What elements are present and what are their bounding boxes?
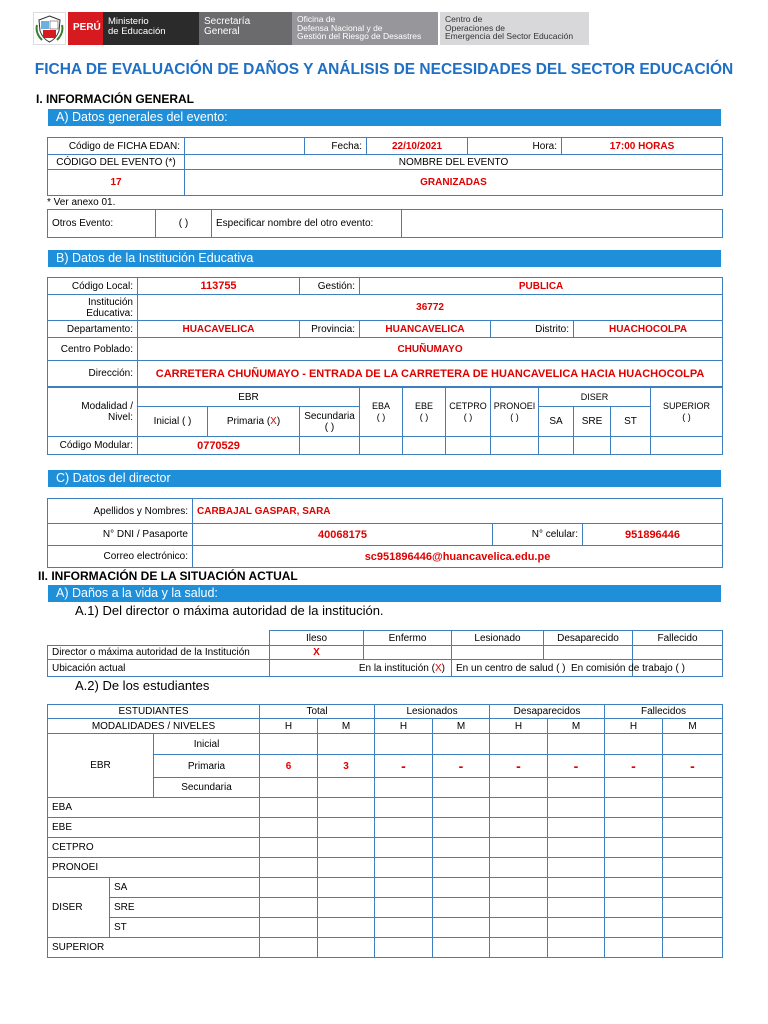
modalidades-header: MODALIDADES / NIVELES (48, 719, 260, 734)
codigo-local-label: Código Local: (48, 278, 138, 295)
cetpro-check[interactable]: CETPRO ( ) (446, 388, 491, 437)
a2-title: A.2) De los estudiantes (75, 678, 210, 693)
codigo-local-field[interactable]: 113755 (138, 278, 300, 295)
departamento-label: Departamento: (48, 321, 138, 338)
cetpro-row-label: CETPRO (48, 838, 260, 858)
h-header: H (490, 719, 548, 734)
hora-field[interactable]: 17:00 HORAS (562, 138, 723, 155)
primaria-total-m[interactable]: 3 (318, 755, 375, 778)
codigo-ficha-field[interactable] (185, 138, 305, 155)
primaria-fallecidos-m[interactable]: - (663, 755, 723, 778)
m-header: M (433, 719, 490, 734)
institucion-table (47, 277, 723, 387)
m-header: M (663, 719, 723, 734)
direccion-field[interactable]: CARRETERA CHUÑUMAYO - ENTRADA DE LA CARRETERA DE HUANCAVELICA HACIA HUACHOCOLPA (138, 361, 723, 387)
eba-check[interactable]: EBA ( ) (360, 388, 403, 437)
codigo-ficha-label: Código de FICHA EDAN: (48, 138, 185, 155)
desaparecido-header: Desaparecido (544, 631, 633, 646)
estudiantes-table (47, 704, 723, 958)
fallecido-header: Fallecido (633, 631, 723, 646)
gestion-field[interactable]: PUBLICA (360, 278, 723, 295)
codigo-modular-field[interactable]: 0770529 (138, 437, 300, 455)
en-institucion-check[interactable]: En la institución (X) (270, 660, 452, 677)
dni-field[interactable]: 40068175 (193, 524, 493, 546)
h-header: H (605, 719, 663, 734)
nombre-evento-field[interactable]: GRANIZADAS (185, 170, 723, 196)
m-header: M (318, 719, 375, 734)
ebr-row-label: EBR (48, 734, 154, 798)
event-table (47, 137, 723, 196)
sa-check[interactable]: SA (539, 407, 574, 437)
distrito-field[interactable]: HUACHOCOLPA (574, 321, 723, 338)
ebe-row-label: EBE (48, 818, 260, 838)
total-header: Total (260, 705, 375, 719)
primaria-check[interactable]: Primaria (X) (208, 407, 300, 437)
section-b-bar: B) Datos de la Institución Educativa (48, 250, 721, 267)
primaria-lesionados-m[interactable]: - (433, 755, 490, 778)
ie-label: Institución Educativa: (48, 295, 138, 321)
enfermo-check[interactable] (364, 646, 452, 660)
inicial-check[interactable]: Inicial ( ) (138, 407, 208, 437)
superior-row-label: SUPERIOR (48, 938, 260, 958)
gestion-label: Gestión: (300, 278, 360, 295)
peru-shield-icon (33, 12, 66, 45)
centro-poblado-field[interactable]: CHUÑUMAYO (138, 338, 723, 361)
m-header: M (548, 719, 605, 734)
centro-poblado-label: Centro Poblado: (48, 338, 138, 361)
h-header: H (375, 719, 433, 734)
lesionado-header: Lesionado (452, 631, 544, 646)
primaria-fallecidos-h[interactable]: - (605, 755, 663, 778)
provincia-label: Provincia: (300, 321, 360, 338)
pronoei-check[interactable]: PRONOEI ( ) (491, 388, 539, 437)
h-header: H (260, 719, 318, 734)
lesionados-header: Lesionados (375, 705, 490, 719)
celular-label: N° celular: (493, 524, 583, 546)
header-logos (33, 12, 589, 45)
distrito-label: Distrito: (491, 321, 574, 338)
primaria-total-h[interactable]: 6 (260, 755, 318, 778)
primaria-row-label: Primaria (154, 755, 260, 778)
anexo-note: * Ver anexo 01. (47, 197, 116, 208)
secretaria-label: Secretaría General (199, 12, 292, 45)
codigo-modular-label: Código Modular: (48, 437, 138, 455)
desaparecidos-header: Desaparecidos (490, 705, 605, 719)
otros-evento-check[interactable]: ( ) (156, 210, 212, 238)
diser-label: DISER (539, 388, 651, 407)
modalidad-table (47, 387, 723, 455)
primaria-desaparecidos-m[interactable]: - (548, 755, 605, 778)
pronoei-row-label: PRONOEI (48, 858, 260, 878)
fecha-label: Fecha: (305, 138, 367, 155)
superior-check[interactable]: SUPERIOR ( ) (651, 388, 723, 437)
direccion-label: Dirección: (48, 361, 138, 387)
a1-title: A.1) Del director o máxima autoridad de la institución. (75, 603, 384, 618)
director-autoridad-label: Director o máxima autoridad de la Institución (48, 646, 270, 660)
enfermo-header: Enfermo (364, 631, 452, 646)
section-1-heading: I. INFORMACIÓN GENERAL (36, 92, 194, 106)
nombre-evento-label: NOMBRE DEL EVENTO (185, 155, 723, 170)
secundaria-check[interactable]: Secundaria ( ) (300, 407, 360, 437)
ie-field[interactable]: 36772 (138, 295, 723, 321)
page-title: FICHA DE EVALUACIÓN DE DAÑOS Y ANÁLISIS DE NECESIDADES DEL SECTOR EDUCACIÓN (34, 61, 734, 78)
ebr-label: EBR (138, 388, 360, 407)
ileso-header: Ileso (270, 631, 364, 646)
ministerio-label: Ministerio de Educación (103, 12, 199, 45)
ubicacion-label: Ubicación actual (48, 660, 270, 677)
lesionado-check[interactable] (452, 646, 544, 660)
inicial-row-label: Inicial (154, 734, 260, 755)
dni-label: N° DNI / Pasaporte (48, 524, 193, 546)
apellidos-field[interactable]: CARBAJAL GASPAR, SARA (193, 499, 723, 524)
director-table (47, 498, 723, 568)
diser-row-label: DISER (48, 878, 110, 938)
secundaria-row-label: Secundaria (154, 778, 260, 798)
st-check[interactable]: ST (611, 407, 651, 437)
hora-label: Hora: (468, 138, 562, 155)
primaria-desaparecidos-h[interactable]: - (490, 755, 548, 778)
fallecido-check[interactable] (633, 646, 723, 660)
sre-row-label: SRE (110, 898, 260, 918)
peru-brand: PERÚ (68, 12, 103, 45)
otros-evento-table (47, 209, 723, 238)
especificar-field[interactable] (402, 210, 723, 238)
celular-field[interactable]: 951896446 (583, 524, 723, 546)
correo-label: Correo electrónico: (48, 546, 193, 568)
modalidad-label: Modalidad / Nivel: (48, 388, 138, 437)
desaparecido-check[interactable] (544, 646, 633, 660)
codigo-evento-label: CÓDIGO DEL EVENTO (*) (48, 155, 185, 170)
section-c-bar: C) Datos del director (48, 470, 721, 487)
departamento-field[interactable]: HUACAVELICA (138, 321, 300, 338)
oficina-label: Oficina de Defensa Nacional y de Gestión del Riesgo de Desastres (292, 12, 438, 45)
especificar-label: Especificar nombre del otro evento: (212, 210, 402, 238)
ileso-check[interactable]: X (270, 646, 364, 660)
apellidos-label: Apellidos y Nombres: (48, 499, 193, 524)
section-2-heading: II. INFORMACIÓN DE LA SITUACIÓN ACTUAL (38, 569, 298, 583)
centro-label: Centro de Operaciones de Emergencia del Sector Educación (440, 12, 589, 45)
section-a-bar: A) Datos generales del evento: (48, 109, 721, 126)
otros-evento-label: Otros Evento: (48, 210, 156, 238)
fecha-field[interactable]: 22/10/2021 (367, 138, 468, 155)
section-2a-bar: A) Daños a la vida y la salud: (48, 585, 721, 602)
codigo-evento-field[interactable]: 17 (48, 170, 185, 196)
correo-field[interactable]: sc951896446@huancavelica.edu.pe (193, 546, 723, 568)
fallecidos-header: Fallecidos (605, 705, 723, 719)
estudiantes-header: ESTUDIANTES (48, 705, 260, 719)
sa-row-label: SA (110, 878, 260, 898)
en-comision-label: En comisión de trabajo ( ) (571, 663, 685, 674)
eba-row-label: EBA (48, 798, 260, 818)
provincia-field[interactable]: HUANCAVELICA (360, 321, 491, 338)
sre-check[interactable]: SRE (574, 407, 611, 437)
primaria-lesionados-h[interactable]: - (375, 755, 433, 778)
en-centro-salud-check[interactable]: En un centro de salud ( ) (452, 660, 633, 677)
ebe-check[interactable]: EBE ( ) (403, 388, 446, 437)
st-row-label: ST (110, 918, 260, 938)
